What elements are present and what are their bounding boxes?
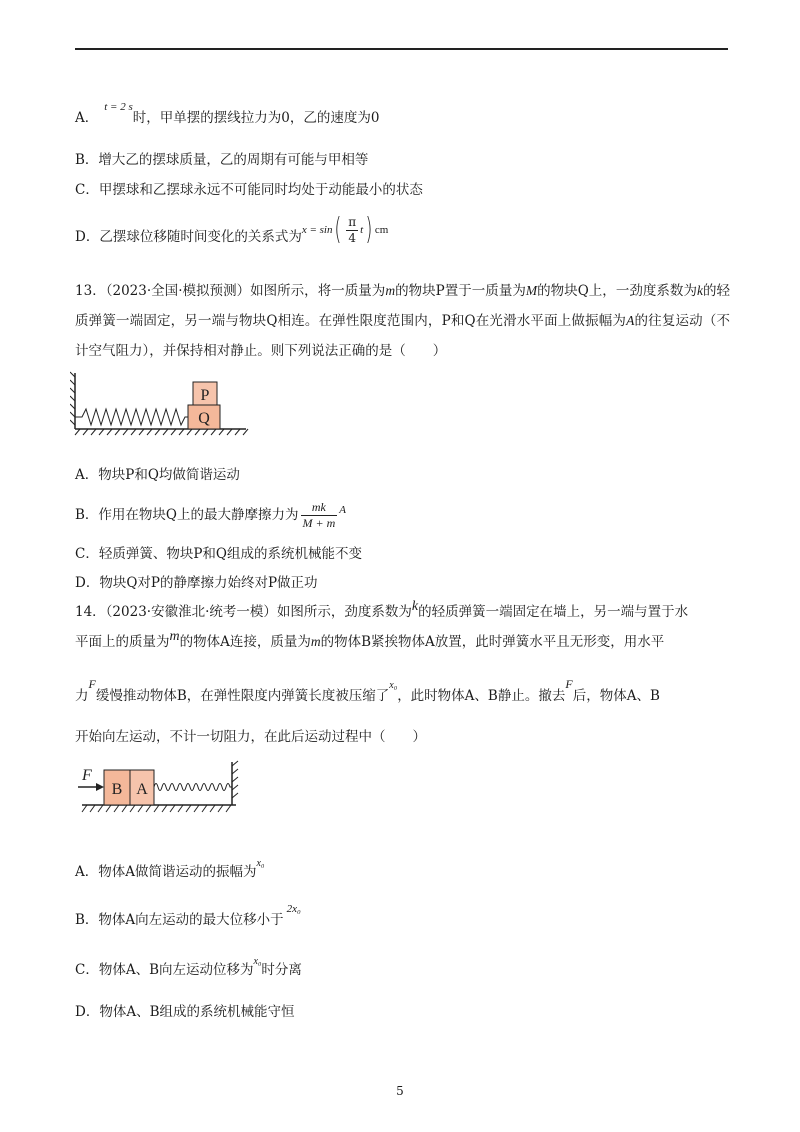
q13-figure xyxy=(70,365,250,437)
page-number: 5 xyxy=(396,1084,404,1098)
label-b: B xyxy=(111,781,123,798)
floor-hatch xyxy=(75,429,248,435)
label-a: A xyxy=(136,781,148,798)
label-q: Q xyxy=(198,410,210,427)
label-f: F xyxy=(82,767,92,784)
q13-option-c: C．轻质弹簧、物块P和Q组成的系统机械能不变 xyxy=(75,546,362,562)
q14-stem-line2: 平面上的质量为m的物体A连接，质量为m的物体B紧挨物体A放置，此时弹簧水平且无形变，用水平 xyxy=(75,629,665,650)
q12-option-d: D．乙摆球位移随时间变化的关系式为$^{x = sin( \frac{\pi}{4} t) cm}$ xyxy=(75,212,389,247)
q14-option-c: C．物体A、B向左运动位移为$^{x_0}$时分离 xyxy=(75,956,302,978)
spring xyxy=(75,409,188,425)
label-p: P xyxy=(200,387,210,404)
q13-stem: 13．（2023·全国·模拟预测）如图所示，将一质量为m的物块P置于一质量为M的物块Q上，一劲度系数为k的轻质弹簧一端固定，另一端与物块Q相连。在弹性限度范围内，P和Q在光滑水平面上做振幅为A的往复运动（不计空气阻力），并保持相对静止。则下列说法正确的是（ ） xyxy=(75,283,731,359)
wall-hatch xyxy=(232,761,238,798)
q13-option-a: A．物块P和Q均做简谐运动 xyxy=(75,467,240,483)
floor-hatch xyxy=(82,805,231,812)
q13-option-d: D．物块Q对P的静摩擦力始终对P做正功 xyxy=(75,575,318,591)
q14-stem-line3: 力F缓慢推动物体B，在弹性限度内弹簧长度被压缩了$^{x_0}$，此时物体A、B静止。撤去F后，物体A、B xyxy=(75,677,660,704)
q13-option-b: B．作用在物块Q上的最大静摩擦力为 $\frac{mk}{M + m}$ $^A$ xyxy=(75,500,346,530)
q14-stem-line4: 开始向左运动，不计一切阻力，在此后运动过程中（ ） xyxy=(75,729,426,745)
q14-stem-line1: 14．（2023·安徽淮北·统考一模）如图所示，劲度系数为k的轻质弹簧一端固定在墙上，另一端与置于水 xyxy=(75,599,689,620)
q12-a-math: t = 2 s xyxy=(104,101,133,113)
q12-option-a: A．$^{t = 2 s}$时，甲单摆的摆线拉力为0，乙的速度为0 xyxy=(75,101,380,126)
q14-figure xyxy=(76,760,246,820)
q14-option-b: B．物体A向左运动的最大位移小于$^{2x_0}$ xyxy=(75,903,301,928)
q12-option-b: B．增大乙的摆球质量，乙的周期有可能与甲相等 xyxy=(75,152,369,168)
q12-option-c: C．甲摆球和乙摆球永远不可能同时均处于动能最小的状态 xyxy=(75,182,423,198)
force-arrowhead xyxy=(96,783,104,791)
q14-option-d: D．物体A、B组成的系统机械能守恒 xyxy=(75,1004,295,1020)
q14-option-a: A．物体A做简谐运动的振幅为$^{x_0}$ xyxy=(75,858,265,880)
header-rule xyxy=(75,48,728,50)
spring xyxy=(154,784,232,791)
